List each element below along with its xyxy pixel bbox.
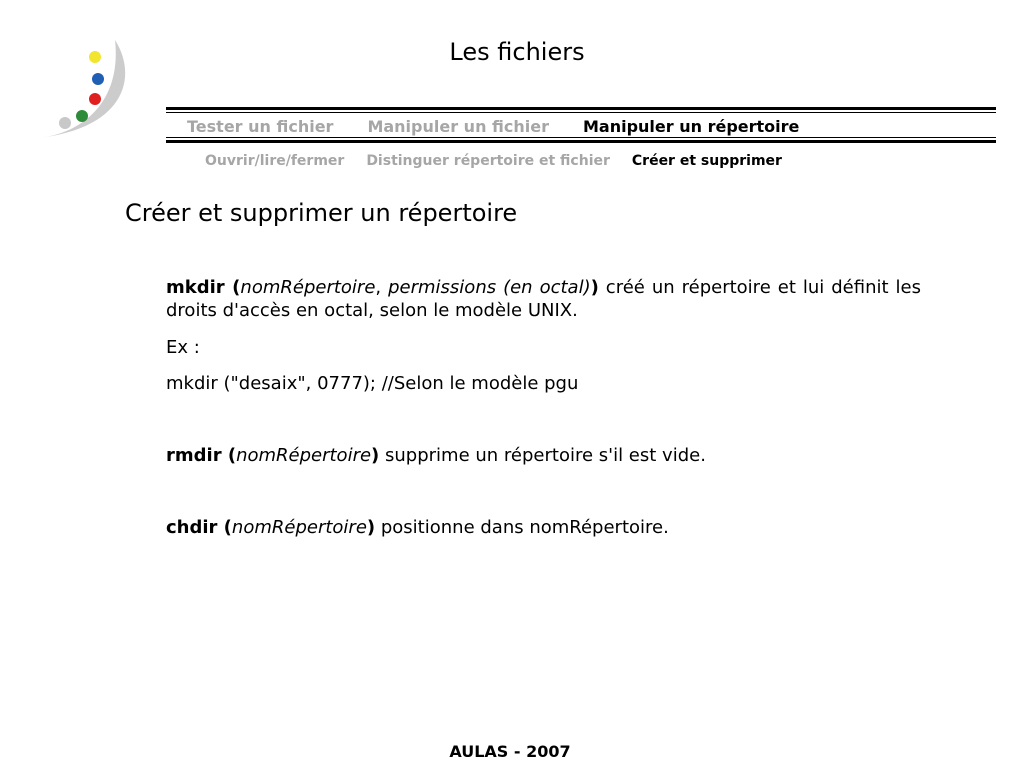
rmdir-desc: supprime un répertoire s'il est vide.	[379, 445, 706, 466]
nav-divider-top	[166, 107, 996, 113]
chdir-arg: nomRépertoire	[231, 517, 367, 538]
mkdir-arg2: permissions (en octal)	[388, 277, 591, 298]
tab-tester-un-fichier[interactable]: Tester un fichier	[187, 117, 334, 136]
mkdir-sep: ,	[375, 277, 389, 298]
footer: AULAS - 2007	[449, 742, 571, 761]
nav-tabs	[187, 117, 799, 137]
subtab-ouvrir-lire-fermer[interactable]: Ouvrir/lire/fermer	[205, 153, 345, 169]
mkdir-desc: créé un répertoire et lui définit les droits d'accès en octal, selon le modèle UNIX.	[166, 277, 921, 321]
content	[166, 276, 921, 539]
chdir-close: )	[366, 517, 376, 538]
subtab-distinguer[interactable]: Distinguer répertoire et fichier	[366, 153, 610, 169]
section-title: Créer et supprimer un répertoire	[125, 199, 518, 227]
subtab-creer-et-supprimer[interactable]: Créer et supprimer	[631, 153, 782, 169]
rmdir-fn: rmdir (	[166, 445, 237, 466]
chdir-desc: positionne dans nomRépertoire.	[375, 517, 669, 538]
mkdir-paragraph	[166, 276, 921, 322]
subnav	[205, 153, 782, 169]
mkdir-arg1: nomRépertoire	[240, 277, 376, 298]
example-code: mkdir ("desaix", 0777); //Selon le modèle pgu	[166, 373, 579, 394]
rmdir-arg: nomRépertoire	[236, 445, 372, 466]
mkdir-close: )	[590, 277, 599, 298]
rmdir-paragraph	[166, 444, 921, 467]
slide-title: Les fichiers	[449, 38, 585, 66]
logo-dot-blue	[92, 73, 104, 85]
rmdir-close: )	[371, 445, 380, 466]
logo-dot-gray	[59, 117, 71, 129]
chdir-fn: chdir (	[166, 517, 232, 538]
logo-dot-red	[89, 93, 101, 105]
logo-dot-green	[76, 110, 88, 122]
tab-manipuler-un-fichier[interactable]: Manipuler un fichier	[367, 117, 549, 136]
chdir-paragraph	[166, 516, 921, 539]
tab-manipuler-un-repertoire[interactable]: Manipuler un répertoire	[582, 117, 800, 136]
nav-divider-bottom	[166, 137, 996, 143]
mkdir-fn: mkdir (	[166, 277, 241, 298]
ex-label: Ex :	[166, 337, 200, 358]
